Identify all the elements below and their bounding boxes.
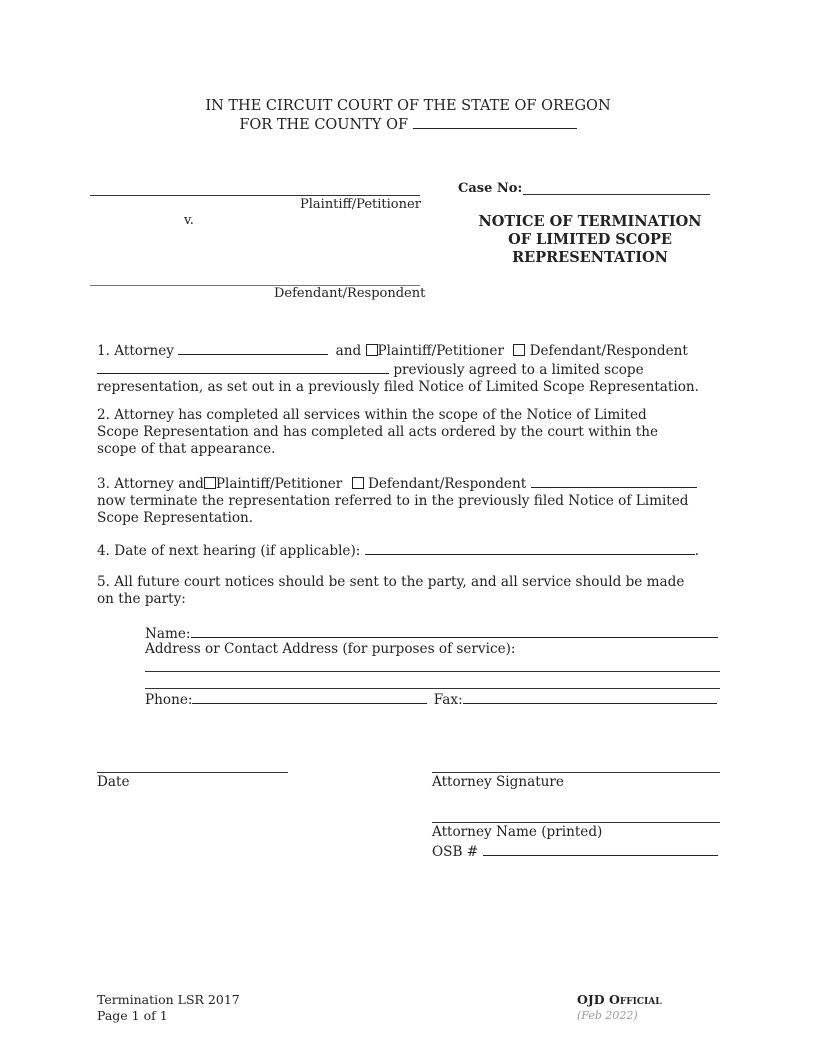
osb-label: OSB # [432, 844, 479, 860]
paragraph-1 [97, 341, 737, 396]
footer-right [577, 992, 662, 1024]
plaintiff-name-line[interactable] [90, 195, 420, 196]
p3-party-field[interactable] [531, 474, 697, 488]
court-line: IN THE CIRCUIT COURT OF THE STATE OF OREGON [205, 98, 611, 114]
county-label: FOR THE COUNTY OF [239, 117, 409, 133]
p3-lead-text: 3. Attorney and [97, 476, 204, 492]
date-label: Date [97, 774, 130, 790]
revision-date: (Feb 2022) [577, 1009, 638, 1022]
p3-defendant-label: Defendant/Respondent [367, 476, 527, 492]
case-number-row [458, 181, 522, 196]
court-header [0, 97, 816, 134]
paragraph-4 [97, 541, 699, 560]
attorney-signature-label: Attorney Signature [432, 774, 564, 790]
case-no-label: Case No: [458, 181, 523, 196]
date-line[interactable] [97, 772, 288, 773]
document-title [462, 213, 718, 267]
title-line-3: REPRESENTATION [512, 249, 668, 266]
p3-plaintiff-label: Plaintiff/Petitioner [215, 476, 343, 492]
fax-field[interactable] [463, 690, 717, 704]
fax-label: Fax: [433, 692, 463, 708]
service-name-label: Name: [145, 626, 191, 642]
ojd-official-label: OJD Official [577, 992, 662, 1007]
title-line-2: OF LIMITED SCOPE [508, 231, 672, 248]
osb-field[interactable] [483, 842, 718, 856]
p1-attorney-field[interactable] [178, 341, 328, 355]
page-number: Page 1 of 1 [97, 1008, 168, 1023]
p1-agreed-text: previously agreed to a limited scope [393, 362, 644, 378]
p1-and-label: and [335, 343, 362, 359]
service-phone-fax-row [145, 690, 717, 709]
osb-row [432, 842, 718, 861]
attorney-name-line[interactable] [432, 822, 720, 823]
p3-plaintiff-checkbox[interactable] [204, 477, 216, 489]
footer-left [97, 992, 240, 1024]
service-address-label: Address or Contact Address (for purposes of service): [145, 641, 516, 657]
p1-rest-text: representation, as set out in a previously filed Notice of Limited Scope Representation. [97, 379, 699, 395]
service-address-line-2[interactable] [145, 688, 720, 689]
p1-defendant-checkbox[interactable] [513, 344, 525, 356]
p3-rest-text: now terminate the representation referred to in the previously filed Notice of Limited Scope Representation. [97, 493, 689, 526]
form-name: Termination LSR 2017 [97, 992, 240, 1007]
defendant-label: Defendant/Respondent [274, 286, 426, 301]
p1-plaintiff-label: Plaintiff/Petitioner [377, 343, 504, 359]
p4-end: . [694, 543, 699, 559]
p1-party-field[interactable] [97, 360, 389, 374]
paragraph-3 [97, 474, 737, 527]
plaintiff-label: Plaintiff/Petitioner [300, 197, 421, 212]
p1-attorney-label: 1. Attorney [97, 343, 174, 359]
hearing-date-field[interactable] [365, 541, 695, 555]
title-line-1: NOTICE OF TERMINATION [478, 213, 702, 230]
attorney-signature-line[interactable] [432, 772, 720, 773]
service-name-field[interactable] [191, 624, 718, 638]
p1-defendant-label: Defendant/Respondent [529, 343, 688, 359]
case-number-field[interactable] [523, 194, 710, 195]
p1-plaintiff-checkbox[interactable] [366, 344, 378, 356]
paragraph-2: 2. Attorney has completed all services within the scope of the Notice of Limited Scope Representation and has completed all acts ordered by the court within the scope of that appearance. [97, 407, 659, 457]
paragraph-5: 5. All future court notices should be sent to the party, and all service should be made on the party: [97, 574, 685, 607]
county-line [0, 115, 816, 134]
attorney-name-label: Attorney Name (printed) [432, 824, 603, 840]
versus-label: v. [184, 213, 194, 228]
phone-label: Phone: [145, 692, 193, 708]
county-field[interactable] [413, 115, 577, 129]
p3-defendant-checkbox[interactable] [352, 477, 364, 489]
phone-field[interactable] [192, 690, 427, 704]
p4-label: 4. Date of next hearing (if applicable): [97, 543, 361, 559]
service-address-line-1[interactable] [145, 671, 720, 672]
